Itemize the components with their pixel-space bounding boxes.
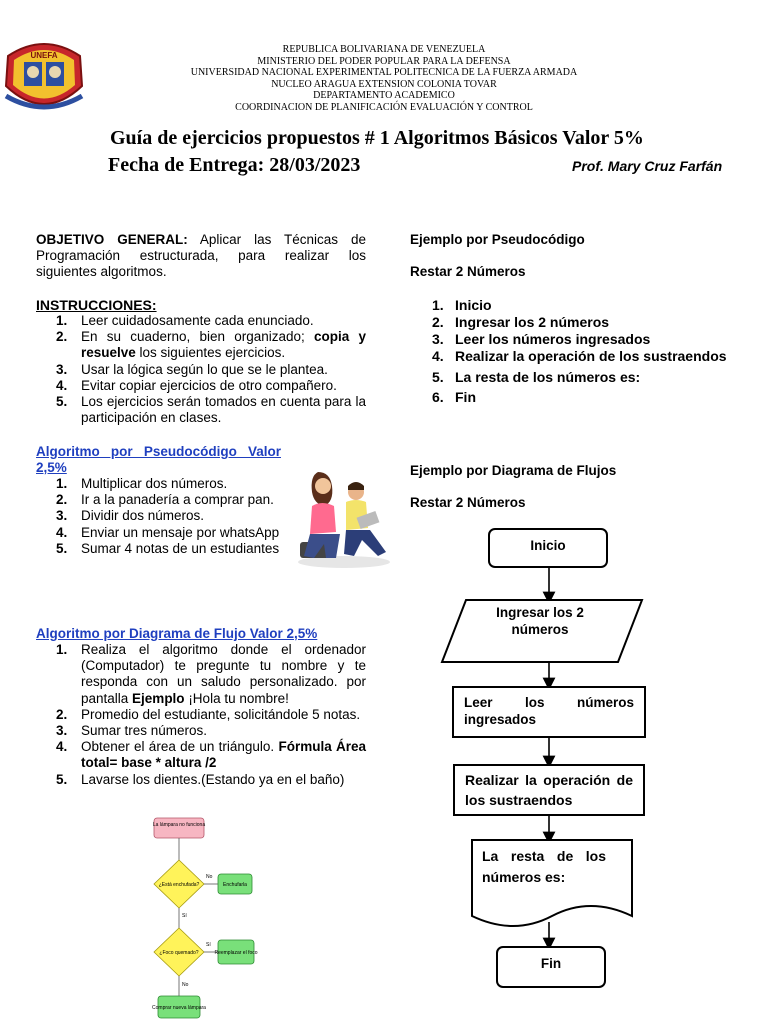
svg-text:Enchufarla: Enchufarla	[223, 882, 247, 888]
example-flow-title: Ejemplo por Diagrama de Flujos	[410, 463, 617, 478]
objective-text: Aplicar las Técnicas de Programación estructurada, para realizar los siguientes algoritmos.	[36, 232, 367, 279]
objective-label: OBJETIVO GENERAL:	[36, 232, 188, 247]
header-line-1: REPUBLICA BOLIVARIANA DE VENEZUELA	[282, 44, 486, 55]
instructions-list	[36, 313, 366, 426]
flow-output-text: La resta de los números es:	[482, 848, 606, 885]
lamp-q1-text: ¿Está enchufada?	[158, 882, 200, 888]
flow-heading[interactable]: Algoritmo por Diagrama de Flujo Valor 2,5%	[36, 626, 318, 641]
list-item: 1. Leer cuidadosamente cada enunciado.	[56, 313, 314, 328]
list-item: 2. En su cuaderno, bien organizado; copia y resuelve los siguientes ejercicios.	[56, 329, 366, 361]
professor-name: Prof. Mary Cruz Farfán	[572, 158, 723, 174]
svg-text:Sí: Sí	[206, 942, 211, 948]
flow-start: Inicio	[488, 528, 608, 568]
pseudocode-section	[36, 444, 281, 557]
due-date: Fecha de Entrega: 28/03/2023	[108, 154, 361, 176]
example-pseudo-subtitle: Restar 2 Números	[410, 264, 526, 279]
flow-end: Fin	[496, 946, 606, 988]
header-line-6: COORDINACION DE PLANIFICACIÓN EVALUACIÓN Y CONTROL	[235, 102, 533, 113]
header-line-4: NUCLEO ARAGUA EXTENSION COLONIA TOVAR	[271, 78, 497, 90]
example-pseudo-title: Ejemplo por Pseudocódigo	[410, 232, 585, 247]
list-item: 2. Ir a la panadería a comprar pan.	[56, 492, 274, 508]
flow-list	[36, 642, 366, 788]
svg-text:Reemplazar el foco: Reemplazar el foco	[214, 950, 258, 956]
list-item: 5. Los ejercicios serán tomados en cuenta para la participación en clases.	[56, 394, 366, 426]
subtraction-flowchart	[440, 524, 660, 994]
list-item: 3. Sumar tres números.	[56, 723, 208, 739]
list-item: 4. Evitar copiar ejercicios de otro compañero.	[56, 377, 337, 393]
header-line-3: UNIVERSIDAD NACIONAL EXPERIMENTAL POLITECNICA DE LA FUERZA ARMADA	[190, 67, 578, 78]
svg-text:Comprar nueva lámpara: Comprar nueva lámpara	[152, 1005, 206, 1011]
instructions-heading: INSTRUCCIONES:	[36, 297, 157, 313]
list-item: 3. Leer los números ingresados	[432, 330, 651, 347]
list-item: 4. Obtener el área de un triángulo. Fórmula Área total= base * altura /2	[56, 739, 366, 771]
page-title: Guía de ejercicios propuestos # 1 Algoritmos Básicos Valor 5%	[110, 127, 644, 149]
general-objective	[36, 232, 366, 280]
list-item: 1. Multiplicar dos números.	[56, 476, 228, 491]
list-item: 2. Promedio del estudiante, solicitándole 5 notas.	[56, 706, 361, 722]
pseudo-steps-list	[410, 297, 740, 410]
lamp-q2-text: ¿Foco quemado?	[159, 950, 199, 956]
header-line-5: DEPARTAMENTO ACADEMICO	[313, 90, 455, 101]
list-item: 2. Ingresar los 2 números	[432, 313, 610, 330]
lamp-start-box	[154, 818, 204, 838]
svg-text:No: No	[182, 982, 189, 988]
list-item: 5. Sumar 4 notas de un estudiantes	[56, 540, 280, 556]
svg-text:Sí: Sí	[182, 913, 187, 919]
svg-text:UNEFA: UNEFA	[30, 51, 58, 60]
pseudocode-heading[interactable]: Algoritmo por Pseudocódigo Valor 2,5%	[36, 444, 281, 475]
list-item: 3. Usar la lógica según lo que se le plantea.	[56, 361, 328, 377]
list-item: 4. Enviar un mensaje por whatsApp	[56, 524, 280, 540]
pseudocode-list	[36, 476, 281, 557]
list-item: 4. Realizar la operación de los sustraendos	[432, 347, 727, 364]
instructions-section	[36, 297, 366, 426]
flow-input-text: Ingresar los 2 números	[496, 605, 584, 637]
flow-section	[36, 626, 366, 788]
list-item: 5. Lavarse los dientes.(Estando ya en el baño)	[56, 771, 345, 787]
lamp-start-text: La lámpara no funciona	[152, 822, 206, 828]
example-flow-subtitle: Restar 2 Números	[410, 495, 526, 510]
header-line-2: MINISTERIO DEL PODER POPULAR PARA LA DEFENSA	[257, 55, 511, 67]
list-item: 1. Realiza el algoritmo donde el ordenador (Computador) te pregunte tu nombre y te responda con un saludo personalizado. por pantalla Ejemplo ¡Hola tu nombre!	[56, 642, 366, 706]
students-illustration	[296, 458, 392, 570]
svg-text:No: No	[206, 874, 213, 880]
list-item: 3. Dividir dos números.	[56, 508, 205, 524]
lamp-flowchart	[146, 816, 262, 1020]
list-item: 6. Fin	[432, 389, 476, 406]
flow-process: Realizar la operación de los sustraendos	[453, 764, 645, 816]
flow-read: Leer los números ingresados	[452, 686, 646, 738]
list-item: 1. Inicio	[432, 297, 492, 313]
list-item: 5. La resta de los números es:	[432, 369, 641, 386]
